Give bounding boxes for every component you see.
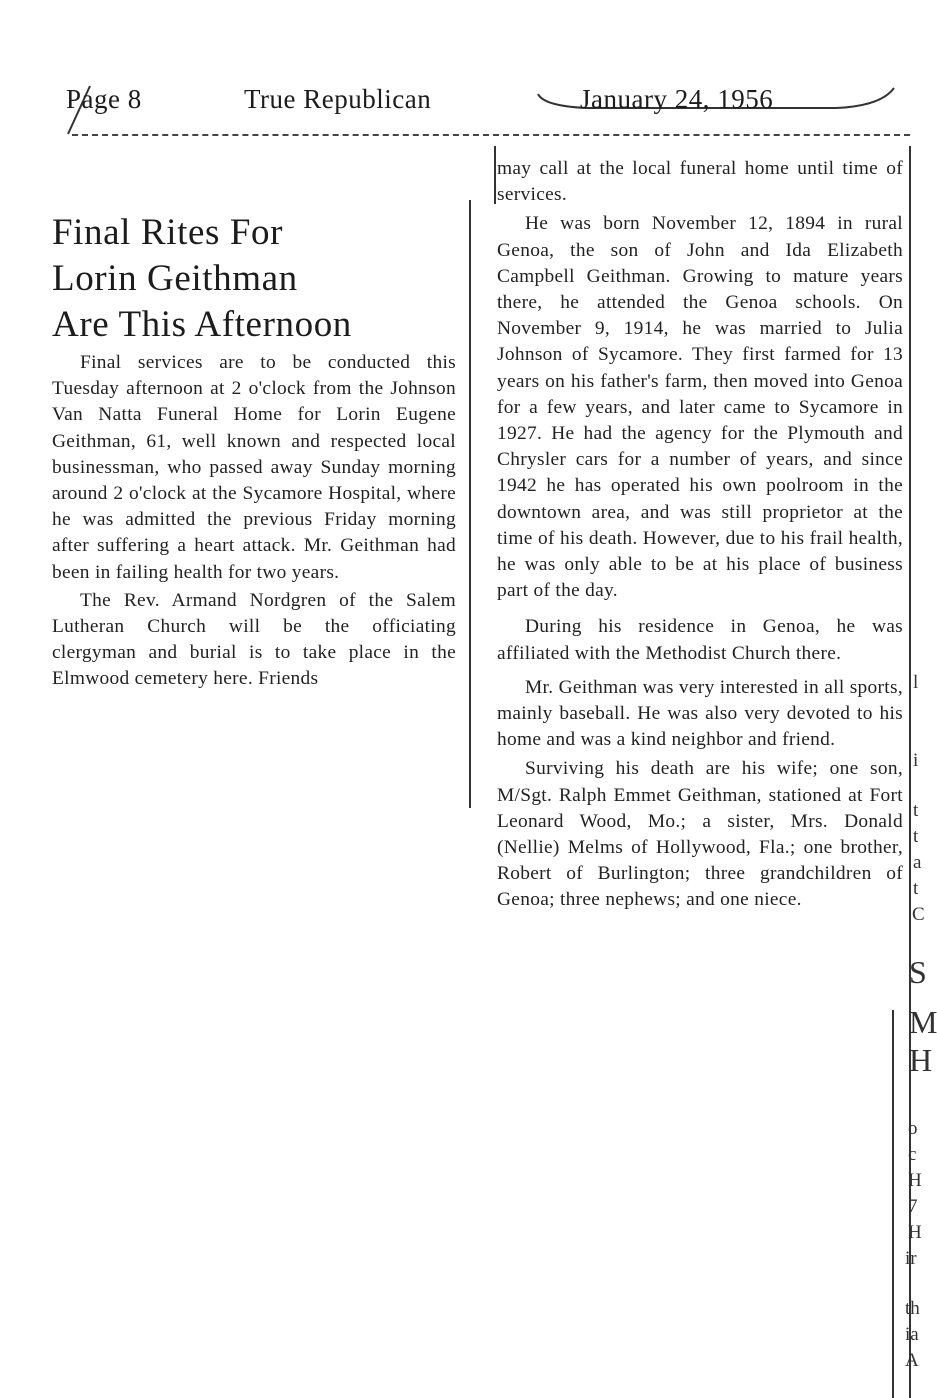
edge-fragment: S — [909, 954, 927, 990]
column-divider-mid — [494, 146, 496, 204]
edge-fragment: c — [908, 1144, 917, 1165]
article-column-2 — [497, 156, 903, 914]
headline-line-2: Lorin Geithman — [52, 258, 298, 299]
edge-fragment: t — [913, 878, 919, 899]
edge-fragment: C — [912, 904, 925, 925]
edge-fragment: th — [905, 1298, 920, 1319]
paragraph-2-continued: may call at the local funeral home until time of services. — [497, 158, 903, 206]
edge-fragment: H — [908, 1170, 922, 1191]
page-number: Page 8 — [66, 84, 142, 114]
paragraph-5: Mr. Geithman was very interested in all sports, mainly baseball. He was also very devoted to his home and was a kind neighbor and friend. — [497, 676, 903, 751]
headline-line-1: Final Rites For — [52, 212, 284, 253]
edge-fragment: i — [913, 750, 919, 771]
paragraph-6: Surviving his death are his wife; one son, M/Sgt. Ralph Emmet Geithman, stationed at Fort Leonard Wood, Mo.; a sister, Mrs. Donald (Nellie) Melms of Hollywood, Fla.; one brother, Robert of Burlington; three grandchildren of Genoa; three nephews; and one niece. — [497, 758, 903, 911]
paragraph-2-start: The Rev. Armand Nordgren of the Salem Lutheran Church will be the officiating clergyman and burial is to take place in the Elmwood cemetery here. Friends — [52, 589, 456, 690]
edge-fragment: 7 — [908, 1196, 918, 1217]
paragraph-1: Final services are to be conducted this Tuesday afternoon at 2 o'clock from the Johnson Van Natta Funeral Home for Lorin Eugene Geithman, 61, well known and respected local businessman, who passed away Sunday morning around 2 o'clock at the Sycamore Hospital, where he was admitted the previous Friday morning after suffering a heart attack. Mr. Geithman had been in failing health for two years. — [52, 352, 456, 583]
paragraph-3: He was born November 12, 1894 in rural Genoa, the son of John and Ida Elizabeth Campbell Geithman. Growing to mature years there, he attended the Genoa schools. On November 9, 1914, he was married to Julia Johnson of Sycamore. They first farmed for 13 years on his father's farm, then moved into Genoa for a few years, and later came to Sycamore in 1927. He had the agency for the Plymouth and Chrysler cars for a number of years, and since 1942 he has operated his own poolroom in the downtown area, and was still proprietor at the time of his death. However, due to his frail health, he was only able to be at his place of business part of the day. — [497, 213, 903, 602]
edge-fragment: t — [913, 826, 919, 847]
edge-fragment: ia — [905, 1324, 919, 1345]
page-header — [66, 84, 896, 124]
column-divider-right-lower — [892, 1010, 894, 1398]
edge-fragment: ir — [905, 1248, 917, 1269]
paragraph-4: During his residence in Genoa, he was affiliated with the Methodist Church there. — [497, 616, 903, 664]
edge-fragment: M — [909, 1004, 937, 1040]
edge-fragment: A — [905, 1350, 919, 1371]
edge-fragment: l — [913, 672, 919, 693]
issue-date: January 24, 1956 — [580, 84, 774, 114]
header-rule — [72, 134, 910, 136]
article-headline — [52, 210, 472, 348]
headline-line-3: Are This Afternoon — [52, 304, 352, 345]
article-column-1 — [52, 350, 456, 693]
edge-fragment: H — [909, 1042, 933, 1078]
edge-fragment: t — [913, 800, 919, 821]
edge-fragment: a — [913, 852, 922, 873]
edge-fragment: H — [908, 1222, 922, 1243]
newspaper-name: True Republican — [244, 84, 432, 114]
edge-fragment: o — [908, 1118, 918, 1139]
